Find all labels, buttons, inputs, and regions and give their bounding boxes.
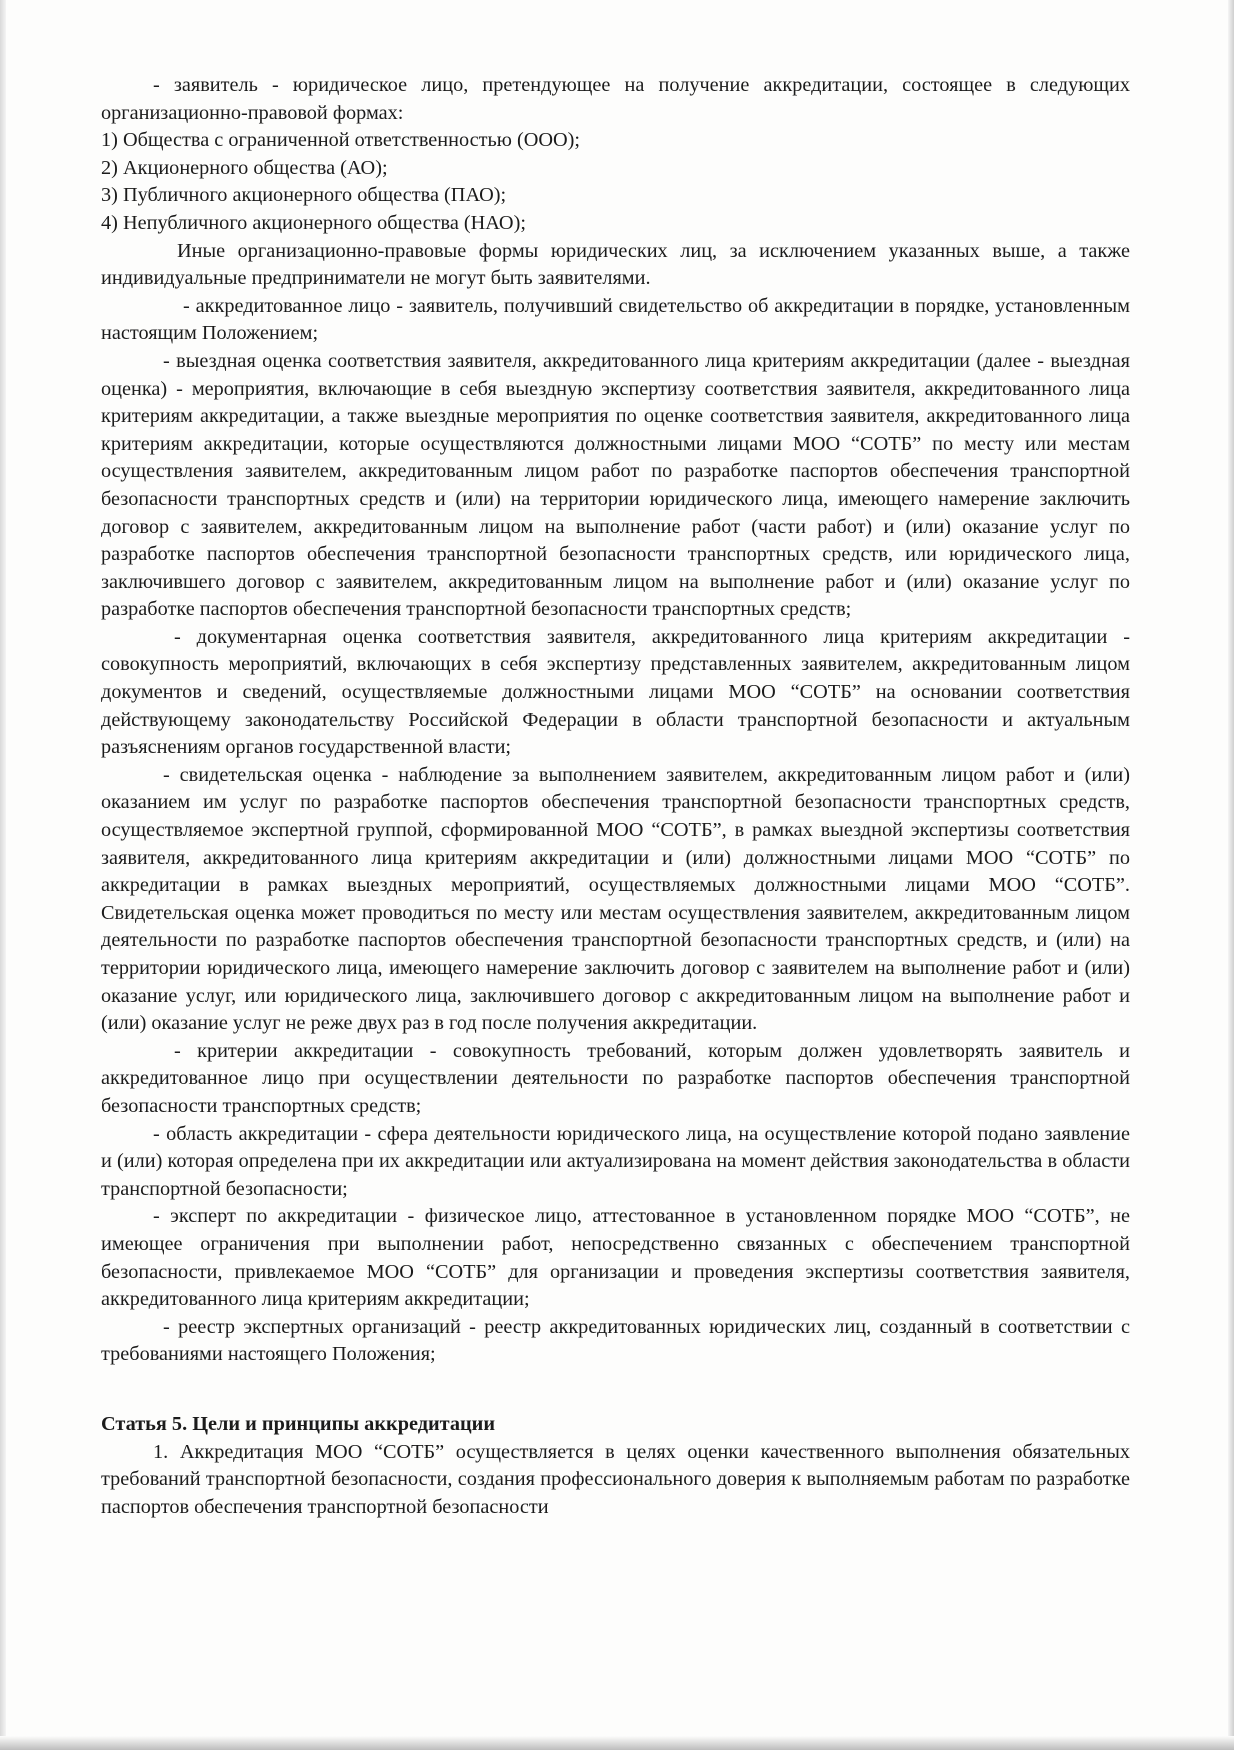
applicant-definition: - заявитель - юридическое лицо, претендующее на получение аккредитации, состоящее в следующих организационно-правовой формах: (101, 74, 1130, 124)
document-body (101, 72, 1130, 1521)
definition-accreditation-criteria: - критерии аккредитации - совокупность требований, которым должен удовлетворять заявитель и аккредитованное лицо при осуществлении деятельности по разработке паспортов обеспечения транспортной безопасности транспортных средств; (101, 1039, 1130, 1117)
definition-accreditation-scope: - область аккредитации - сфера деятельности юридического лица, на осуществление которой подано заявление и (или) которая определена при их аккредитации или актуализирована на момент действия законодательства в области транспортной безопасности; (101, 1122, 1130, 1200)
definition-onsite-assessment: - выездная оценка соответствия заявителя, аккредитованного лица критериям аккредитации (далее - выездная оценка) - мероприятия, включающие в себя выездную экспертизу соответствия заявителя, аккредитованного лица критериям аккредитации, а также выездные мероприятия по оценке соответствия заявителя, аккредитованного лица критериям аккредитации, которые осуществляются должностными лицами МОО “СОТБ” по месту или местам осуществления заявителем, аккредитованным лицом работ по разработке паспортов обеспечения транспортной безопасности транспортных средств и (или) на территории юридического лица, имеющего намерение заключить договор с заявителем, аккредитованным лицом на выполнение работ (части работ) и (или) оказание услуг по разработке паспортов обеспечения транспортной безопасности транспортных средств, или юридического лица, заключившего договор с заявителем, аккредитованным лицом на выполнение работ и (или) оказание услуг по разработке паспортов обеспечения транспортной безопасности транспортных средств; (101, 349, 1130, 621)
section-spacer (101, 1369, 1130, 1411)
scan-right-edge (1228, 0, 1234, 1750)
article-5-heading: Статья 5. Цели и принципы аккредитации (101, 1412, 496, 1435)
scan-bottom-edge (0, 1736, 1234, 1750)
form-item-nao: 4) Непубличного акционерного общества (НАО); (101, 211, 526, 234)
definition-documentary-assessment: - документарная оценка соответствия заявителя, аккредитованного лица критериям аккредитации - совокупность мероприятий, включающих в себя экспертизу представленных заявителем, аккредитованным лицом документов и сведений, осуществляемые должностными лицами МОО “СОТБ” на основании соответствия действующему законодательству Российской Федерации в области транспортной безопасности и актуальным разъяснениям органов государственной власти; (101, 625, 1130, 759)
definition-expert-registry: - реестр экспертных организаций - реестр аккредитованных юридических лиц, созданный в соответствии с требованиями настоящего Положения; (101, 1315, 1130, 1366)
definition-accredited-person: - аккредитованное лицо - заявитель, получивший свидетельство об аккредитации в порядке, установленным настоящим Положением; (101, 294, 1130, 345)
form-item-ooo: 1) Общества с ограниченной ответственностью (ООО); (101, 129, 581, 152)
form-item-pao: 3) Публичного акционерного общества (ПАО); (101, 184, 507, 207)
scan-left-edge (0, 0, 6, 1750)
definition-witness-assessment: - свидетельская оценка - наблюдение за выполнением заявителем, аккредитованным лицом работ и (или) оказанием им услуг по разработке паспортов обеспечения транспортной безопасности транспортных средств, осуществляемое экспертной группой, сформированной МОО “СОТБ”, в рамках выездной экспертизы соответствия заявителя, аккредитованного лица критериям аккредитации и (или) должностными лицами МОО “СОТБ” по аккредитации в рамках выездных мероприятий, осуществляемых должностными лицами МОО “СОТБ”. Свидетельская оценка может проводиться по месту или местам осуществления заявителем, аккредитованным лицом деятельности по разработке паспортов обеспечения транспортной безопасности транспортных средств, и (или) на территории юридического лица, имеющего намерение заключить договор с заявителем на выполнение работ и (или) оказание услуг, или юридического лица, заключившего договор с аккредитованным лицом на выполнение работ и (или) оказание услуг не реже двух раз в год после получения аккредитации. (101, 763, 1130, 1035)
other-forms-paragraph: Иные организационно-правовые формы юридических лиц, за исключением указанных выше, а также индивидуальные предприниматели не могут быть заявителями. (101, 239, 1130, 290)
article-5-paragraph-1: 1. Аккредитация МОО “СОТБ” осуществляется в целях оценки качественного выполнения обязательных требований транспортной безопасности, создания профессионального доверия к выполняемым работам по разработке паспортов обеспечения транспортной безопасности (101, 1440, 1130, 1518)
definition-accreditation-expert: - эксперт по аккредитации - физическое лицо, аттестованное в установленном порядке МОО “СОТБ”, не имеющее ограничения при выполнении работ, непосредственно связанных с обеспечением транспортной безопасности, привлекаемое МОО “СОТБ” для организации и проведения экспертизы соответствия заявителя, аккредитованного лица критериям аккредитации; (101, 1205, 1130, 1311)
form-item-ao: 2) Акционерного общества (АО); (101, 156, 388, 179)
